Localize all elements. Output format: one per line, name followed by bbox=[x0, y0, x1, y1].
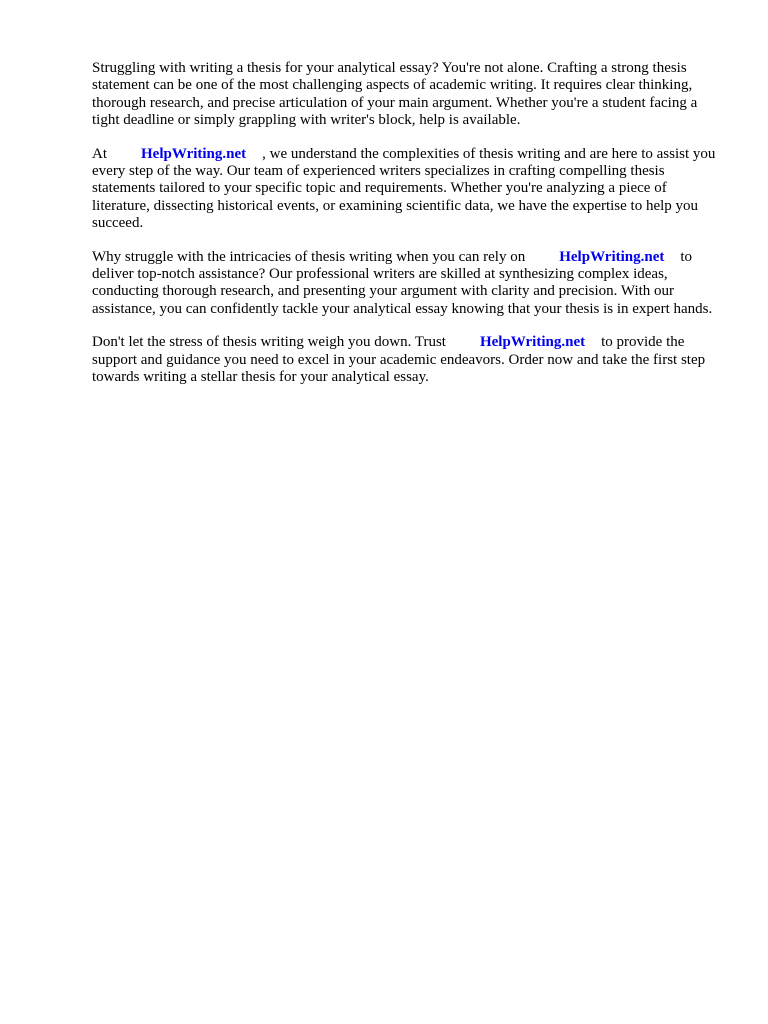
helpwriting-link-2[interactable]: HelpWriting.net bbox=[559, 248, 665, 265]
paragraph-about bbox=[92, 146, 724, 233]
paragraph-why bbox=[92, 249, 724, 319]
document-page bbox=[92, 60, 724, 403]
paragraph-intro-text: Struggling with writing a thesis for your analytical essay? You're not alone. Crafting a strong thesis statement can be one of the most challenging aspects of academic writing. It requires clear thinking, thorough research, and precise articulation of your main argument. Whether you're a student facing a tight deadline or simply grappling with writer's block, help is available. bbox=[92, 60, 698, 129]
helpwriting-link-1[interactable]: HelpWriting.net bbox=[141, 145, 247, 162]
paragraph-why-lead: Why struggle with the intricacies of thesis writing when you can rely on bbox=[92, 248, 526, 265]
paragraph-about-lead: At bbox=[92, 145, 107, 162]
paragraph-cta-text: to provide the support and guidance you need to excel in your academic endeavors. Order now and take the first step towards writing a stellar thesis for your analytical essay. bbox=[92, 334, 706, 386]
paragraph-cta bbox=[92, 334, 724, 386]
helpwriting-link-3[interactable]: HelpWriting.net bbox=[479, 334, 586, 351]
paragraph-cta-lead: Don't let the stress of thesis writing weigh you down. Trust bbox=[92, 334, 446, 351]
paragraph-about-text: , we understand the complexities of thesis writing and are here to assist you every step of the way. Our team of experienced writers specializes in crafting compelling thesis statements tailored to your specific topic and requirements. Whether you're analyzing a piece of literature, dissecting historical events, or examining scientific data, we have the expertise to help you succeed. bbox=[92, 145, 716, 232]
paragraph-why-text: to deliver top-notch assistance? Our professional writers are skilled at synthesizing complex ideas, conducting thorough research, and presenting your argument with clarity and precision. With our assistance, you can confidently tackle your analytical essay knowing that your thesis is in expert hands. bbox=[92, 248, 713, 317]
paragraph-intro bbox=[92, 60, 724, 130]
